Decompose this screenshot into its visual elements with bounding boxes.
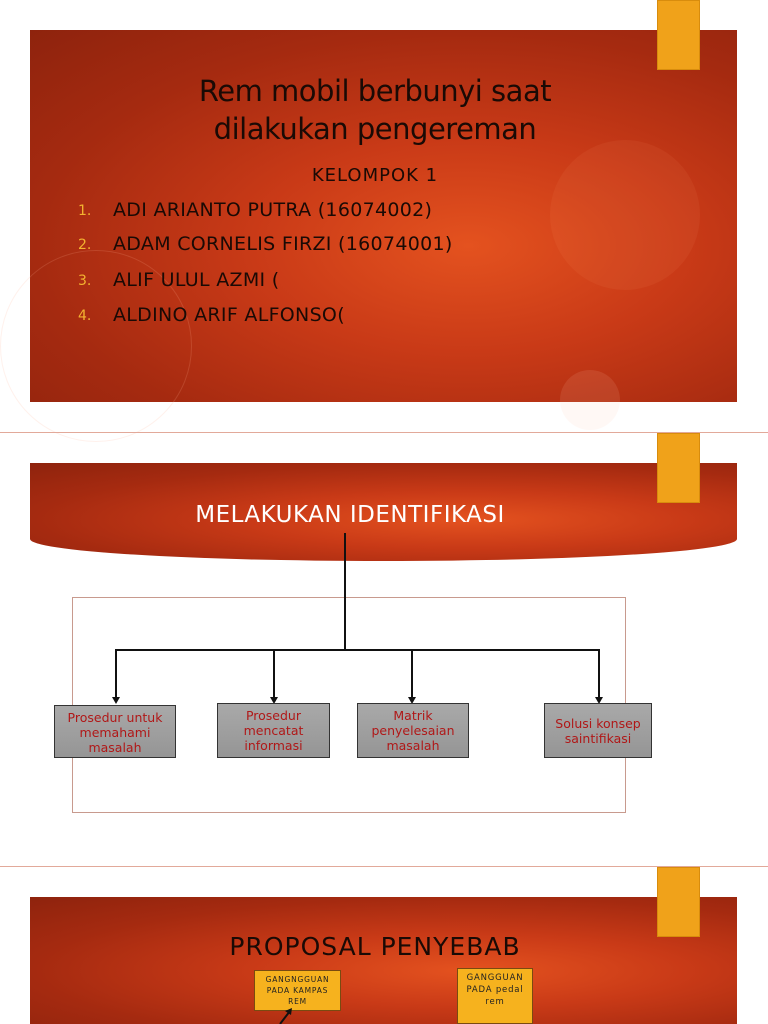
box-line: memahami (79, 725, 151, 740)
box-line: GANGGUAN (466, 973, 524, 983)
arrow-icon (276, 1008, 296, 1024)
box-line: Prosedur untuk (67, 710, 163, 725)
box-line: Solusi konsep (555, 715, 641, 731)
member-name: ADAM CORNELIS FIRZI (16074001) (113, 233, 453, 255)
slide-3-accent-tab (657, 867, 700, 937)
arrow-head-icon (112, 697, 120, 704)
slide-divider (0, 866, 768, 867)
connector-line (598, 649, 600, 697)
box-line: PADA pedal (466, 985, 524, 995)
slide-2-title: MELAKUKAN IDENTIFIKASI (195, 502, 505, 528)
box-line: saintifikasi (564, 730, 632, 746)
box-line: masalah (386, 738, 440, 753)
member-number: 4. (78, 308, 92, 324)
connector-line (411, 649, 413, 697)
slide-3-title: PROPOSAL PENYEBAB (229, 932, 521, 961)
connector-line (344, 533, 346, 650)
cause-box (254, 970, 341, 1011)
connector-line (273, 649, 275, 697)
box-line: rem (485, 997, 505, 1007)
box-line: REM (288, 997, 307, 1006)
title-line: Rem mobil berbunyi saat (198, 74, 552, 108)
member-name: ADI ARIANTO PUTRA (16074002) (113, 199, 433, 221)
box-line: informasi (244, 738, 303, 753)
bokeh-decoration (550, 140, 700, 290)
box-line: GANGNGGUAN (265, 975, 330, 984)
member-name: ALIF ULUL AZMI ( (113, 269, 280, 291)
group-label: KELOMPOK 1 (311, 165, 439, 186)
member-name: ALDINO ARIF ALFONSO( (113, 304, 345, 326)
connector-line (115, 649, 117, 697)
box-line: masalah (88, 740, 142, 755)
cause-box (457, 968, 533, 1024)
box-line: Matrik (393, 708, 433, 723)
diagram-box (357, 703, 469, 758)
member-number: 2. (78, 237, 92, 253)
bokeh-decoration (560, 370, 620, 430)
box-line: Prosedur (245, 708, 301, 723)
connector-line (115, 649, 600, 651)
diagram-box (54, 705, 176, 758)
box-line: PADA KAMPAS (266, 986, 329, 995)
diagram-box (217, 703, 330, 758)
slide-2-accent-tab (657, 433, 700, 503)
box-line: mencatat (243, 723, 304, 738)
diagram-box (544, 703, 652, 758)
box-line: penyelesaian (371, 723, 455, 738)
slide-1-accent-tab (657, 0, 700, 70)
member-number: 3. (78, 273, 92, 289)
member-number: 1. (78, 203, 92, 219)
slide-1-title (60, 72, 690, 148)
title-line: dilakukan pengereman (213, 112, 537, 146)
slide-divider (0, 432, 768, 433)
